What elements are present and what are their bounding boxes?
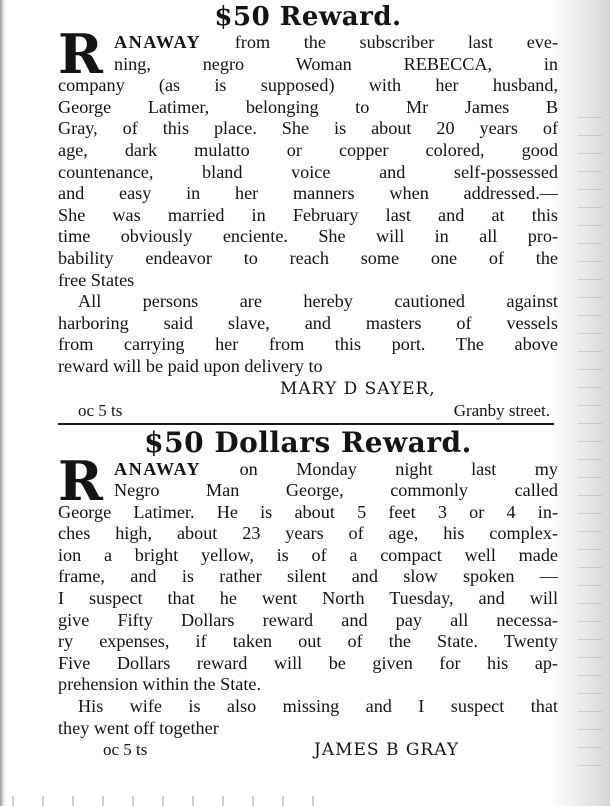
insertion-code: oc 5 ts — [78, 400, 123, 420]
text-line: ning, negro Woman REBECCA, in — [114, 53, 558, 74]
text-line: I suspect that he went North Tuesday, and will — [58, 588, 558, 609]
text-line: Negro Man George, commonly called — [114, 480, 558, 501]
ad-title: $50 Dollars Reward. — [144, 425, 472, 459]
line-rest: on Monday night last my — [201, 458, 558, 479]
dropcap-letter: R — [58, 448, 103, 513]
text-line: company (as is supposed) with her husband, — [58, 75, 558, 96]
reward-ad-george — [58, 427, 558, 762]
text-line: All persons are hereby cautioned against — [78, 291, 558, 312]
text-line: they went off together — [58, 717, 219, 738]
ad-body — [58, 22, 558, 422]
text-line: reward will be paid upon delivery to — [58, 355, 323, 376]
reward-ad-rebecca — [58, 0, 558, 422]
newspaper-column — [58, 0, 558, 761]
lead-word: ANAWAY — [114, 458, 202, 479]
text-line: Gray, of this place. She is about 20 years of — [58, 118, 558, 139]
column-divider — [58, 423, 554, 425]
ad-body — [58, 448, 558, 762]
caution-paragraph — [58, 291, 558, 377]
scan-edge-left — [0, 0, 6, 806]
address: Granby street. — [453, 400, 550, 420]
text-line: George Latimer. He is about 5 feet 3 or 4 in- — [58, 501, 558, 522]
text-line: give Fifty Dollars reward and pay all necessa- — [58, 609, 558, 630]
text-line: George Latimer, belonging to Mr James B — [58, 96, 558, 117]
text-line: free States — [58, 269, 135, 290]
signature: JAMES B GRAY — [314, 740, 460, 761]
text-line: and easy in her manners when addressed.— — [58, 183, 558, 204]
text-line: ry expenses, if taken out of the State. Twenty — [58, 631, 558, 652]
text-line: countenance, bland voice and self-possessed — [58, 161, 558, 182]
text-line: time obviously enciente. She will in all pro- — [58, 226, 558, 247]
ad-title: $50 Reward. — [214, 2, 402, 32]
dropcap-letter: R — [58, 22, 103, 86]
text-line: age, dark mulatto or copper colored, good — [58, 139, 558, 160]
scan-edge-right — [552, 0, 610, 806]
text-line: frame, and is rather silent and slow spoken — — [58, 566, 558, 587]
meta-row — [58, 739, 558, 761]
text-line: She was married in February last and at this — [58, 204, 558, 225]
text-line: harboring said slave, and masters of vessels — [58, 312, 558, 333]
line-rest: from the subscriber last eve- — [201, 32, 558, 52]
insertion-code: oc 5 ts — [103, 740, 148, 760]
text-line: Five Dollars reward will be given for his ap- — [58, 652, 558, 673]
text-line: ion a bright yellow, is of a compact well made — [58, 544, 558, 565]
meta-row — [58, 400, 558, 422]
wife-paragraph — [58, 696, 558, 739]
text-line: ches high, about 23 years of age, his complex- — [58, 523, 558, 544]
lead-word: ANAWAY — [114, 32, 202, 52]
text-line: from carrying her from this port. The above — [58, 334, 558, 355]
text-line: bability endeavor to reach some one of the — [58, 247, 558, 268]
text-line: prehension within the State. — [58, 674, 262, 695]
text-line: His wife is also missing and I suspect that — [78, 696, 558, 717]
print-smudge — [0, 796, 330, 806]
signature: MARY D SAYER, — [280, 378, 436, 399]
